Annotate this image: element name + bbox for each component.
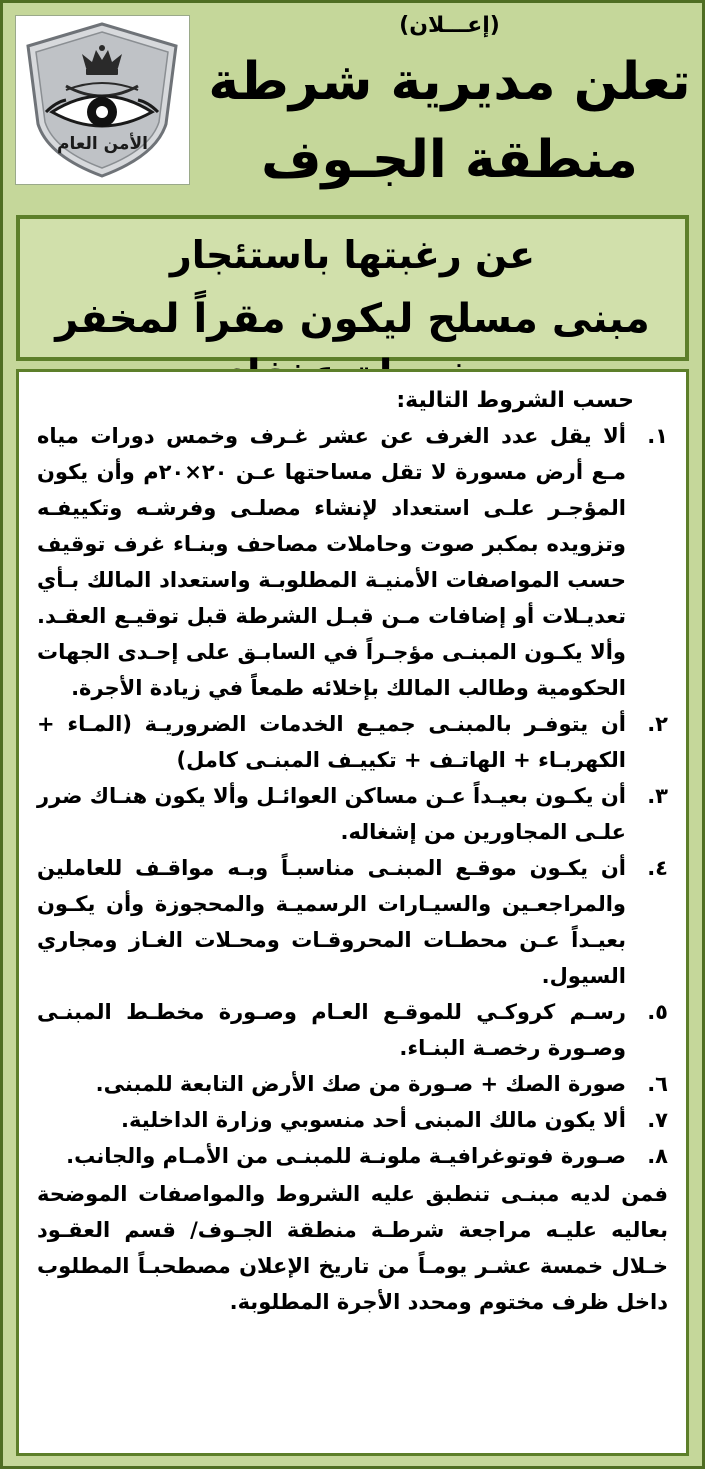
condition-item xyxy=(37,1138,668,1174)
condition-text: أن يكـون موقـع المبنـى مناسبـاً وبـه مواقـف للعاملين والمراجعـين والسيـارات الرسميـة والمحجوزة وأن يكـون بعيـداً عـن محطـات المحروقـات ومحـلات الغـاز ومجاري السيول. xyxy=(37,856,626,988)
condition-text: ألا يكون مالك المبنى أحد منسوبي وزارة الداخلية. xyxy=(120,1108,626,1132)
logo-box xyxy=(15,15,190,185)
subject-line-1: عن رغبتها باستئجار xyxy=(169,233,536,277)
condition-item xyxy=(37,850,668,994)
condition-number: ٣. xyxy=(647,784,668,808)
condition-item xyxy=(37,1066,668,1102)
condition-item xyxy=(37,1102,668,1138)
condition-number: ٤. xyxy=(647,856,668,880)
condition-number: ٥. xyxy=(647,1000,668,1024)
condition-number: ٧. xyxy=(647,1108,668,1132)
public-security-emblem-icon xyxy=(16,16,189,184)
condition-text: صورة الصك + صـورة من صك الأرض التابعة للمبنى. xyxy=(95,1072,626,1096)
condition-item xyxy=(37,706,668,778)
condition-text: أن يكـون بعيـداً عـن مساكن العوائـل وألا يكون هنـاك ضرر علـى المجاورين من إشغاله. xyxy=(37,784,626,844)
title-line-1: تعلن مديرية شرطة xyxy=(208,52,691,112)
header xyxy=(3,3,702,209)
conditions-panel xyxy=(16,369,689,1456)
condition-text: صـورة فوتوغرافيـة ملونـة للمبنـى من الأمـام والجانب. xyxy=(66,1144,626,1168)
conditions-heading: حسب الشروط التالية: xyxy=(396,388,634,413)
title-line-2: منطقة الجـوف xyxy=(261,130,638,190)
condition-item xyxy=(37,778,668,850)
condition-item xyxy=(37,994,668,1066)
condition-text: رسـم كروكـي للموقـع العـام وصـورة مخطـط المبنـى وصـورة رخصـة البنـاء. xyxy=(37,1000,626,1060)
condition-number: ٦. xyxy=(647,1072,668,1096)
closing-paragraph: فمن لديه مبنـى تنطبق عليه الشروط والمواصفات الموضحة بعاليه عليـه مراجعة شرطـة منطقة الجـوف/ قسم العقـود خـلال خمسة عشـر يومـاً من تاريخ الإعلان مصطحبـاً المطلوب داخل ظرف مختوم ومحدد الأجرة المطلوبة. xyxy=(37,1182,668,1314)
subject-line-2: مبنى مسلح ليكون مقراً لمخفر xyxy=(55,296,650,342)
subject-box xyxy=(16,215,689,361)
condition-text: ألا يقل عدد الغرف عن عشر غـرف وخمس دورات مياه مـع أرض مسورة لا تقل مساحتها عـن ٢٠×٢٠م وأن يكون المؤجـر علـى استعداد لإنشاء مصلـى وفرشـه وتكييفـه وتزويده بمكبر صوت وحاملات مصاحف وبنـاء غرف توقيف حسب المواصفات الأمنيـة المطلوبـة واستعداد المالك بـأي تعديـلات أو إضافات مـن قبـل الشرطة قبل توقيـع العقـد. وألا يكـون المبنـى مؤجـراً في السابـق على إحـدى الجهات الحكومية وطالب المالك بإخلائه طمعاً في زيادة الأجرة. xyxy=(37,424,626,700)
logo-text: الأمن العام xyxy=(57,134,148,154)
condition-number: ٢. xyxy=(647,712,668,736)
condition-text: أن يتوفـر بالمبنـى جميـع الخدمات الضروريـة (المـاء + الكهربـاء + الهاتـف + تكييـف المبنـى كامل) xyxy=(37,712,626,772)
announcement-label: (إعـــلان) xyxy=(399,13,500,38)
condition-number: ٨. xyxy=(647,1144,668,1168)
condition-number: ١. xyxy=(647,424,668,448)
condition-item xyxy=(37,418,668,706)
conditions-list xyxy=(37,418,668,1174)
